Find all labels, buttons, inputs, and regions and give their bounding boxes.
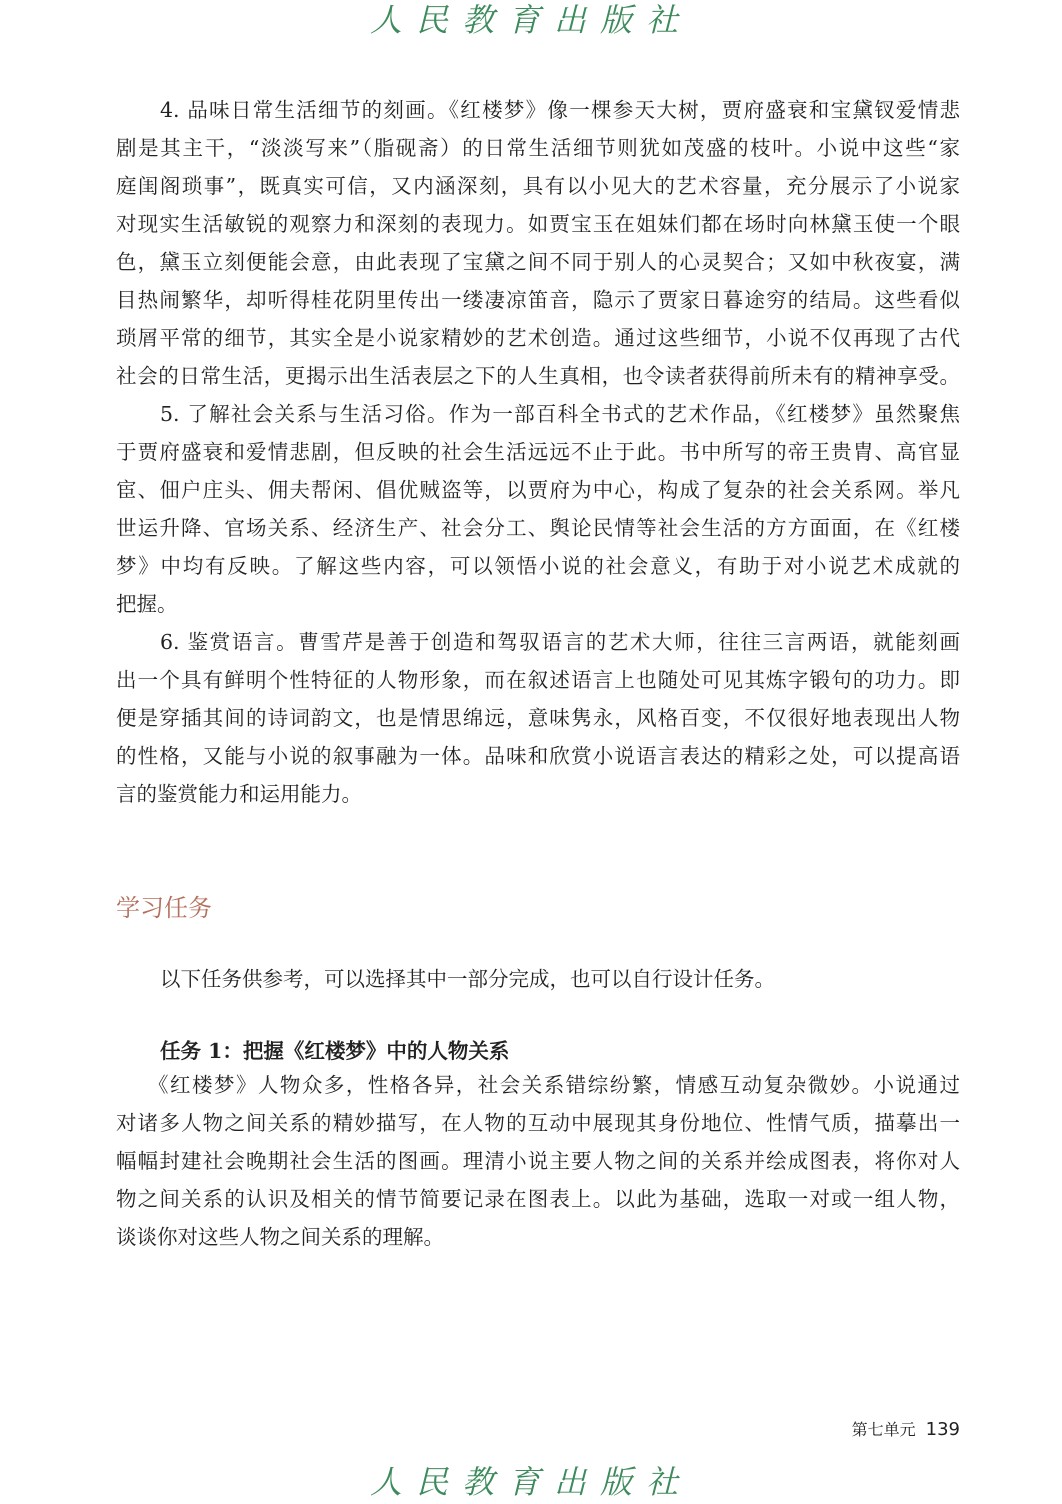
page-number: 139 xyxy=(925,1419,960,1440)
task-1-title: 任务 1：把握《红楼梦》中的人物关系 xyxy=(160,1039,510,1063)
text-line: 琐屑平常的细节，其实全是小说家精妙的艺术创造。通过这些细节，小说不仅再现了古代 xyxy=(116,326,960,350)
text-line: 世运升降、官场关系、经济生产、社会分工、舆论民情等社会生活的方方面面，在《红楼 xyxy=(116,516,960,540)
text-line: 于贾府盛衰和爱情悲剧，但反映的社会生活远远不止于此。书中所写的帝王贵胄、高官显 xyxy=(116,440,960,464)
text-line: 出一个具有鲜明个性特征的人物形象，而在叙述语言上也随处可见其炼字锻句的功力。即 xyxy=(116,668,960,692)
text-line: 宦、佃户庄头、佣夫帮闲、倡优贼盗等，以贾府为中心，构成了复杂的社会关系网。举凡 xyxy=(116,478,960,502)
text-line: 4. 品味日常生活细节的刻画。《红楼梦》像一棵参天大树，贾府盛衰和宝黛钗爱情悲 xyxy=(160,98,960,122)
text-line: 物之间关系的认识及相关的情节简要记录在图表上。以此为基础，选取一对或一组人物， xyxy=(116,1187,960,1211)
unit-label: 第七单元 xyxy=(851,1420,916,1439)
text-line: 色，黛玉立刻便能会意，由此表现了宝黛之间不同于别人的心灵契合；又如中秋夜宴，满 xyxy=(116,250,960,274)
paragraph-5 xyxy=(116,395,960,623)
text-line: 6. 鉴赏语言。曹雪芹是善于创造和驾驭语言的艺术大师，往往三言两语，就能刻画 xyxy=(160,630,960,654)
text-line: 庭闺阁琐事”，既真实可信，又内涵深刻，具有以小见大的艺术容量，充分展示了小说家 xyxy=(116,174,960,198)
text-line: 对诸多人物之间关系的精妙描写，在人物的互动中展现其身份地位、性情气质，描摹出一 xyxy=(116,1111,960,1135)
text-line: 言的鉴赏能力和运用能力。 xyxy=(116,782,362,806)
text-line: 幅幅封建社会晚期社会生活的图画。理清小说主要人物之间的关系并绘成图表，将你对人 xyxy=(116,1149,960,1173)
text-line: 社会的日常生活，更揭示出生活表层之下的人生真相，也令读者获得前所未有的精神享受。 xyxy=(116,364,960,388)
text-line: 目热闹繁华，却听得桂花阴里传出一缕凄凉笛音，隐示了贾家日暮途穷的结局。这些看似 xyxy=(116,288,960,312)
text-line: 把握。 xyxy=(116,592,178,616)
text-line: 《红楼梦》人物众多，性格各异，社会关系错综纷繁，情感互动复杂微妙。小说通过 xyxy=(148,1073,960,1097)
paragraph-6 xyxy=(116,623,960,813)
publisher-logo-bottom: 人民教育出版社 xyxy=(369,1463,692,1501)
task-1-body xyxy=(116,1066,960,1256)
section-heading: 学习任务 xyxy=(116,894,212,922)
text-line: 剧是其主干，“淡淡写来”（脂砚斋）的日常生活细节则犹如茂盛的枝叶。小说中这些“家 xyxy=(116,136,960,160)
page-footer xyxy=(852,1418,960,1442)
text-line: 便是穿插其间的诗词韵文，也是情思绵远，意味隽永，风格百变，不仅很好地表现出人物 xyxy=(116,706,960,730)
publisher-logo-top: 人民教育出版社 xyxy=(369,1,692,39)
text-line: 梦》中均有反映。了解这些内容，可以领悟小说的社会意义，有助于对小说艺术成就的 xyxy=(116,554,960,578)
text-line: 的性格，又能与小说的叙事融为一体。品味和欣赏小说语言表达的精彩之处，可以提高语 xyxy=(116,744,960,768)
text-line: 5. 了解社会关系与生活习俗。作为一部百科全书式的艺术作品，《红楼梦》虽然聚焦 xyxy=(160,402,960,426)
tasks-intro: 以下任务供参考，可以选择其中一部分完成，也可以自行设计任务。 xyxy=(160,967,775,991)
text-line: 对现实生活敏锐的观察力和深刻的表现力。如贾宝玉在姐妹们都在场时向林黛玉使一个眼 xyxy=(116,212,960,236)
text-line: 谈谈你对这些人物之间关系的理解。 xyxy=(116,1225,444,1249)
paragraph-4 xyxy=(116,91,960,395)
